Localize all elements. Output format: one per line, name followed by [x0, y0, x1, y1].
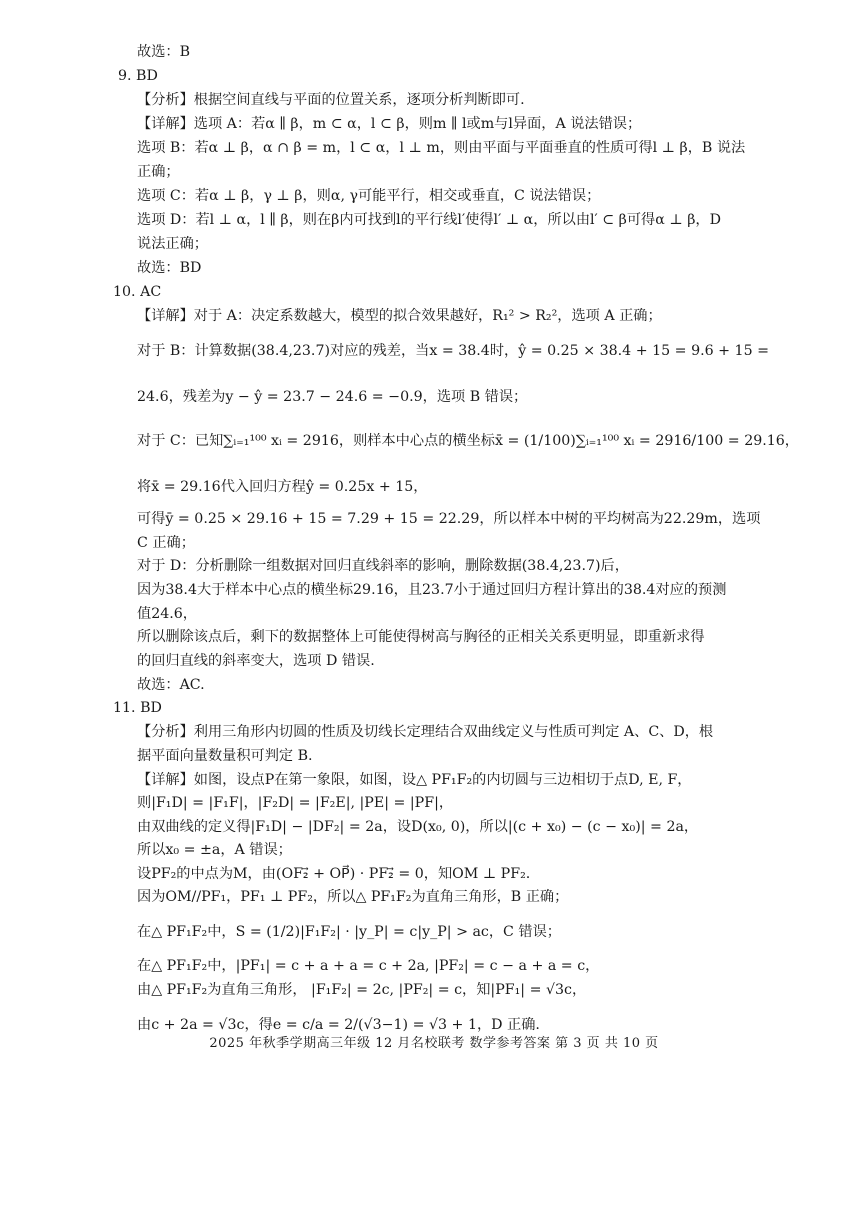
text-line: 故选：BD — [137, 260, 202, 276]
text-line: 故选：B — [137, 44, 190, 60]
page-footer: 2025 年秋季学期高三年级 12 月名校联考 数学参考答案 第 3 页 共 10 页 — [209, 1036, 659, 1051]
text-line: C 正确； — [137, 535, 195, 551]
text-line: 对于 C：已知∑ᵢ₌₁¹⁰⁰ xᵢ = 2916，则样本中心点的横坐标x̄ = (1/100)∑ᵢ₌₁¹⁰⁰ xᵢ = 2916/100 = 29.16， — [137, 433, 799, 449]
text-line: 【分析】根据空间直线与平面的位置关系，逐项分析判断即可. — [137, 92, 525, 108]
text-line: 所以x₀ = ±a，A 错误； — [137, 842, 292, 858]
text-line: 将x̄ = 29.16代入回归方程ŷ = 0.25x + 15， — [137, 479, 428, 495]
text-line: 24.6，残差为y − ŷ = 23.7 − 24.6 = −0.9，选项 B 错误； — [137, 389, 528, 405]
text-line: 9. BD — [118, 68, 158, 84]
text-line: 的回归直线的斜率变大，选项 D 错误. — [137, 653, 375, 669]
text-line: 设PF₂的中点为M，由(OF₂⃗ + OP⃗) · PF₂⃗ = 0，知OM ⊥ PF₂. — [137, 866, 531, 882]
text-line: 由△ PF₁F₂为直角三角形， |F₁F₂| = 2c, |PF₂| = c，知|PF₁| = √3c， — [137, 982, 587, 998]
text-line: 因为OM//PF₁，PF₁ ⊥ PF₂，所以△ PF₁F₂为直角三角形，B 正确； — [137, 889, 569, 905]
text-line: 故选：AC. — [137, 677, 205, 693]
text-line: 【分析】利用三角形内切圆的性质及切线长定理结合双曲线定义与性质可判定 A、C、D，根 — [137, 724, 714, 740]
text-line: 选项 C：若α ⊥ β，γ ⊥ β，则α, γ可能平行，相交或垂直，C 说法错误； — [137, 188, 601, 204]
text-line: 对于 B：计算数据(38.4,23.7)对应的残差，当x = 38.4时，ŷ = 0.25 × 38.4 + 15 = 9.6 + 15 = — [137, 343, 769, 359]
text-line: 【详解】对于 A：决定系数越大，模型的拟合效果越好，R₁² > R₂²，选项 A 正确； — [137, 308, 662, 324]
text-line: 对于 D：分析删除一组数据对回归直线斜率的影响，删除数据(38.4,23.7)后， — [137, 558, 629, 574]
text-line: 【详解】选项 A：若α ∥ β，m ⊂ α，l ⊂ β，则m ∥ l或m与l异面，A 说法错误； — [137, 116, 642, 132]
text-line: 在△ PF₁F₂中，|PF₁| = c + a + a = c + 2a, |PF₂| = c − a + a = c， — [137, 958, 600, 974]
text-line: 说法正确； — [137, 236, 208, 252]
text-line: 据平面向量数量积可判定 B. — [137, 748, 313, 764]
text-line: 可得ȳ = 0.25 × 29.16 + 15 = 7.29 + 15 = 22.29，所以样本中树的平均树高为22.29m，选项 — [137, 511, 761, 527]
text-line: 10. AC — [113, 284, 162, 300]
text-line: 正确； — [137, 164, 180, 180]
text-line: 则|F₁D| = |F₁F|，|F₂D| = |F₂E|, |PE| = |PF|， — [137, 795, 454, 811]
text-line: 值24.6， — [137, 606, 197, 622]
text-line: 由c + 2a = √3c，得e = c/a = 2/(√3−1) = √3 + 1，D 正确. — [137, 1017, 540, 1033]
text-line: 选项 B：若α ⊥ β，α ∩ β = m，l ⊂ α，l ⊥ m，则由平面与平面垂直的性质可得l ⊥ β，B 说法 — [137, 140, 746, 156]
text-line: 由双曲线的定义得|F₁D| − |DF₂| = 2a，设D(x₀, 0)，所以|(c + x₀) − (c − x₀)| = 2a， — [137, 819, 699, 835]
text-line: 选项 D：若l ⊥ α，l ∥ β，则在β内可找到l的平行线l′使得l′ ⊥ α，所以由l′ ⊂ β可得α ⊥ β，D — [137, 212, 721, 228]
text-line: 在△ PF₁F₂中，S = (1/2)|F₁F₂| · |y_P| = c|y_P| > ac，C 错误； — [137, 924, 561, 940]
text-line: 因为38.4大于样本中心点的横坐标29.16，且23.7小于通过回归方程计算出的38.4对应的预测 — [137, 582, 727, 598]
text-line: 【详解】如图，设点P在第一象限，如图，设△ PF₁F₂的内切圆与三边相切于点D, E, F， — [137, 772, 692, 788]
text-line: 11. BD — [113, 700, 162, 716]
text-line: 所以删除该点后，剩下的数据整体上可能使得树高与胸径的正相关关系更明显，即重新求得 — [137, 629, 705, 645]
